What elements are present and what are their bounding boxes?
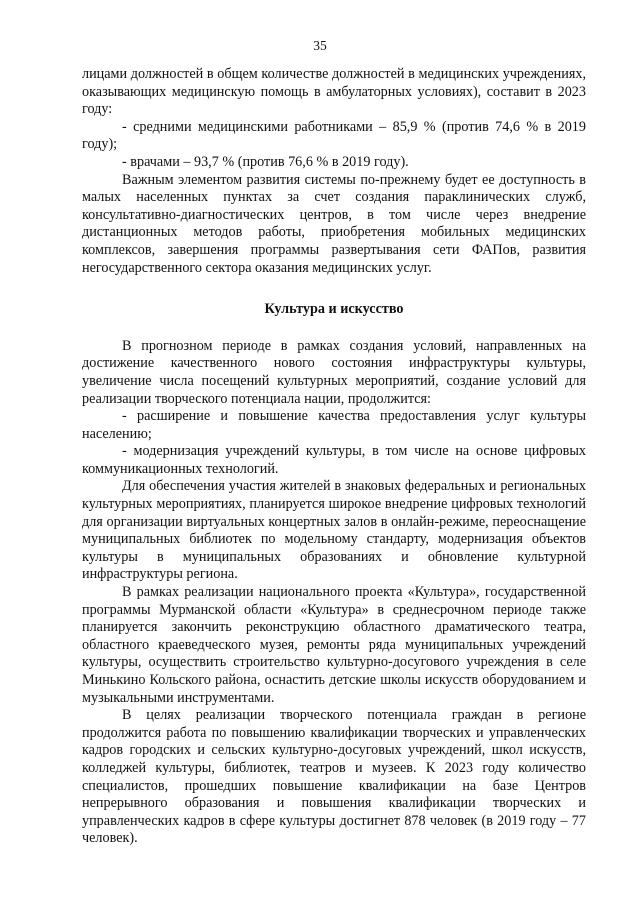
- paragraph: лицами должностей в общем количестве должностей в медицинских учреждениях, оказывающих медицинскую помощь в амбулаторных условиях), составит в 2023 году:: [82, 66, 586, 118]
- paragraph: Важным элементом развития системы по-прежнему будет ее доступность в малых населенных пунктах за счет создания параклинических служб, консультативно-диагностических центров, в том числе через внедрение дистанционных методов работы, приобретения мобильных медицинских комплексов, завершения программы развертывания сети ФАПов, развития негосударственного сектора оказания медицинских услуг.: [82, 171, 586, 276]
- paragraph: В рамках реализации национального проекта «Культура», государственной программы Мурманской области «Культура» в среднесрочном периоде также планируется закончить реконструкцию областного драматического театра, областного краеведческого музея, ремонты ряда муниципальных учреждений культуры, осуществить строительство культурно-досугового учреждения в селе Минькино Кольского района, оснастить детские школы искусств оборудованием и музыкальными инструментами.: [82, 584, 586, 706]
- paragraph: - средними медицинскими работниками – 85,9 % (против 74,6 % в 2019 году);: [82, 118, 586, 153]
- paragraph: В целях реализации творческого потенциала граждан в регионе продолжится работа по повышению квалификации творческих и управленческих кадров городских и сельских культурно-досуговых учреждений, школ искусств, колледжей культуры, библиотек, театров и музеев. К 2023 году количество специалистов, прошедших повышение квалификации на базе Центров непрерывного образования и повышения квалификации творческих и управленческих кадров в сфере культуры достигнет 878 человек (в 2019 году – 77 человек).: [82, 707, 586, 847]
- paragraph: - врачами – 93,7 % (против 76,6 % в 2019 году).: [122, 153, 409, 170]
- document-body: [82, 66, 586, 848]
- page-number: 35: [313, 38, 327, 53]
- paragraphs-after-section: [82, 338, 586, 848]
- section-heading: Культура и искусство: [264, 301, 404, 318]
- paragraph: Для обеспечения участия жителей в знаковых федеральных и региональных культурных мероприятиях, планируется широкое внедрение цифровых технологий для организации виртуальных концертных залов в онлайн-режиме, переоснащение муниципальных библиотек по модельному стандарту, модернизация объектов культуры в муниципальных образованиях и обновление культурной инфраструктуры региона.: [82, 478, 586, 583]
- paragraph: В прогнозном периоде в рамках создания условий, направленных на достижение качественного нового состояния инфраструктуры культуры, увеличение числа посещений культурных мероприятий, создание условий для реализации творческого потенциала нации, продолжится:: [82, 337, 586, 407]
- paragraphs-before-section: [82, 66, 586, 277]
- paragraph: - модернизация учреждений культуры, в том числе на основе цифровых коммуникационных технологий.: [82, 443, 586, 477]
- paragraph: - расширение и повышение качества предоставления услуг культуры населению;: [82, 408, 586, 442]
